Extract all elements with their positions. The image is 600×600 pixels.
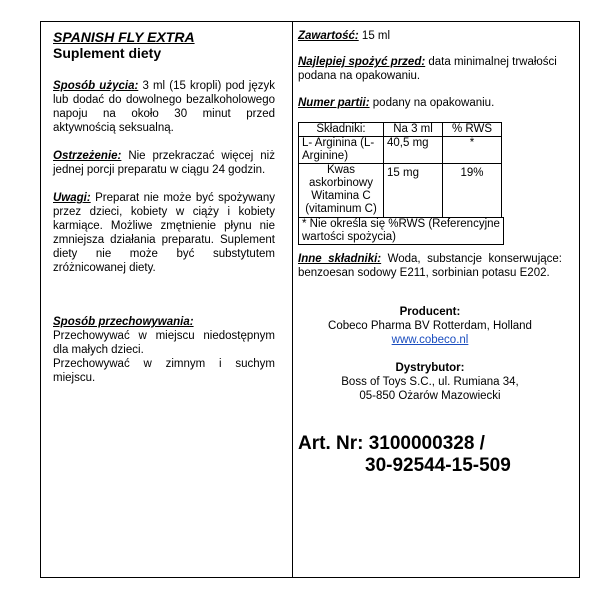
producer-label: Producent: <box>399 306 461 318</box>
table-footnote: * Nie określa się %RWS (Referencyjne wartości spożycia) <box>298 217 504 245</box>
usage-text: 3 ml (15 kropli) pod język lub dodać do dowolnego bezalkoholowego napoju na około 30 minut przed aktywnością seksualną. <box>53 80 275 134</box>
usage-label: Sposób użycia: <box>53 80 139 92</box>
remarks-label: Uwagi: <box>53 192 91 204</box>
table-header-cell: % RWS <box>443 123 502 137</box>
table-cell-rws: 19% <box>443 164 502 218</box>
best-before-section <box>298 55 562 83</box>
table-cell-rws: * <box>443 137 502 164</box>
ingredients-table-wrap <box>298 122 562 245</box>
warning-section <box>53 149 275 177</box>
storage-line-2: Przechowywać w zimnym i suchym miejscu. <box>53 358 275 384</box>
content-section <box>298 29 562 43</box>
batch-label: Numer partii: <box>298 97 370 109</box>
table-cell-amount: 40,5 mg <box>384 137 443 164</box>
other-ingredients-section <box>298 252 562 280</box>
table-row <box>299 137 502 164</box>
batch-section <box>298 96 562 110</box>
article-number-section <box>298 433 562 477</box>
table-row <box>299 164 502 218</box>
storage-section <box>53 315 275 385</box>
column-divider <box>292 21 293 578</box>
table-cell-name: L- Arginina (L-Arginine) <box>299 137 384 164</box>
usage-section <box>53 79 275 135</box>
producer-link[interactable]: www.cobeco.nl <box>391 334 469 346</box>
producer-section <box>298 305 562 347</box>
table-header-cell: Składniki: <box>299 123 384 137</box>
storage-line-1: Przechowywać w miejscu niedostępnym dla małych dzieci. <box>53 330 275 356</box>
distributor-line-1: Boss of Toys S.C., ul. Rumiana 34, <box>341 376 519 388</box>
distributor-label: Dystrybutor: <box>395 362 465 374</box>
distributor-section <box>298 361 562 403</box>
best-before-label: Najlepiej spożyć przed: <box>298 56 426 68</box>
storage-label: Sposób przechowywania: <box>53 316 194 328</box>
product-subtitle: Suplement diety <box>53 45 162 61</box>
ingredients-table <box>298 122 502 218</box>
content-label: Zawartość: <box>298 30 359 42</box>
other-label: Inne składniki: <box>298 253 382 265</box>
remarks-section <box>53 191 275 275</box>
article-number-line-1: Art. Nr: 3100000328 / <box>298 433 485 454</box>
product-header <box>53 29 275 62</box>
content-value: 15 ml <box>361 30 391 42</box>
batch-text: podany na opakowaniu. <box>372 97 495 109</box>
producer-name: Cobeco Pharma BV Rotterdam, Holland <box>328 320 532 332</box>
warning-text: Nie przekraczać więcej niż jednej porcji preparatu w ciągu 24 godzin. <box>53 150 275 176</box>
other-text: Woda, substancje konserwujące: benzoesan sodowy E211, sorbinian potasu E202. <box>298 253 562 279</box>
product-title: SPANISH FLY EXTRA <box>53 29 195 45</box>
table-cell-amount: 15 mg <box>384 164 443 218</box>
table-cell-name: Kwas askorbinowy Witamina C (vitaminum C) <box>299 164 384 218</box>
warning-label: Ostrzeżenie: <box>53 150 122 162</box>
article-number-line-2: 30-92544-15-509 <box>365 455 511 476</box>
remarks-text: Preparat nie może być spożywany przez dzieci, kobiety w ciąży i kobiety karmiące. Możliwe zmętnienie płynu nie zmniejsza działania preparatu. Suplement diety nie może być substytutem zróżnicowanej diety. <box>53 192 275 274</box>
best-before-text: data minimalnej trwałości podana na opakowaniu. <box>298 56 557 82</box>
distributor-line-2: 05-850 Ożarów Mazowiecki <box>359 390 501 402</box>
table-header-row <box>299 123 502 137</box>
table-header-cell: Na 3 ml <box>384 123 443 137</box>
